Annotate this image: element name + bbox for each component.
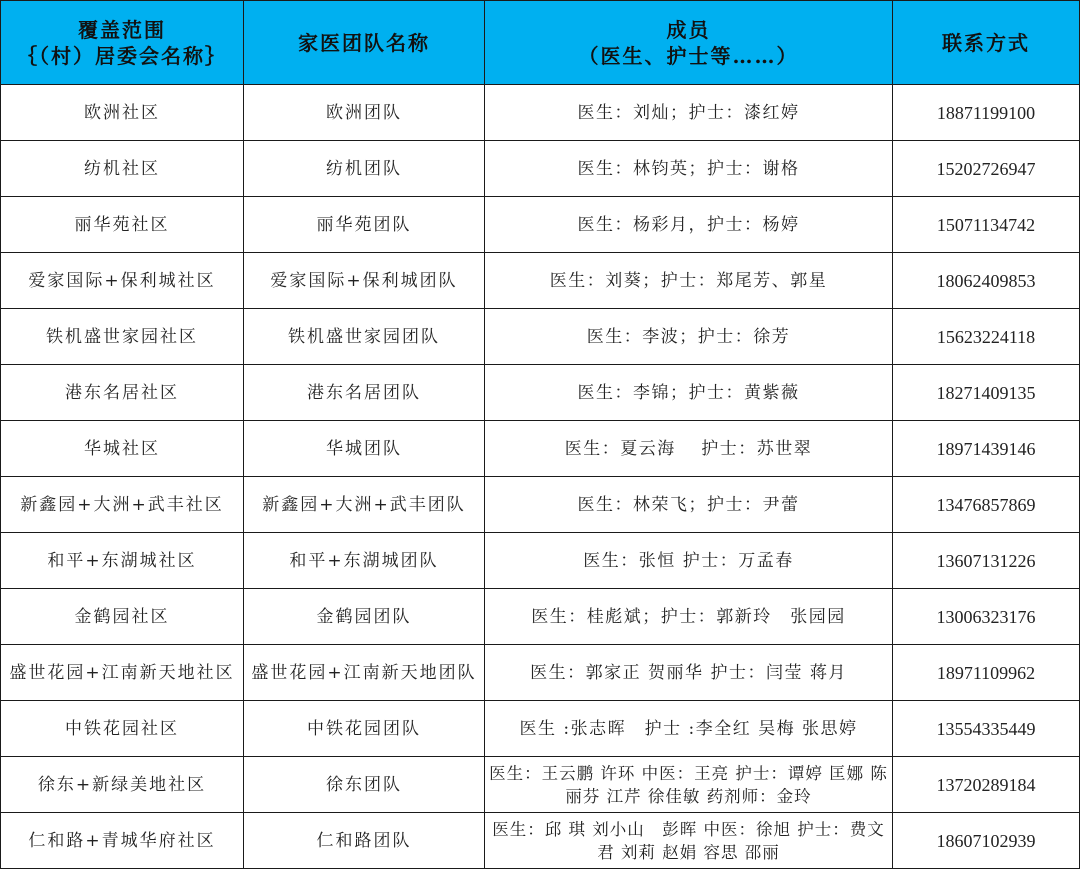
table-row bbox=[1, 645, 1080, 701]
members-cell: 医生：林荣飞；护士：尹蕾 bbox=[485, 477, 893, 533]
team-cell: 盛世花园+江南新天地团队 bbox=[244, 645, 485, 701]
members-cell: 医生：邱 琪 刘小山 彭晖 中医：徐旭 护士：费文君 刘莉 赵娟 容思 邵丽 bbox=[485, 813, 893, 869]
members-cell: 医生 :张志晖 护士 :李全红 吴梅 张思婷 bbox=[485, 701, 893, 757]
phone-cell: 18062409853 bbox=[893, 253, 1080, 309]
table-row bbox=[1, 421, 1080, 477]
team-cell: 铁机盛世家园团队 bbox=[244, 309, 485, 365]
header-contact: 联系方式 bbox=[893, 1, 1080, 85]
community-cell: 新鑫园+大洲+武丰社区 bbox=[1, 477, 244, 533]
team-cell: 欧洲团队 bbox=[244, 85, 485, 141]
header-coverage: 覆盖范围 ｛（村）居委会名称｝ bbox=[1, 1, 244, 85]
members-cell: 医生：刘灿；护士：漆红婷 bbox=[485, 85, 893, 141]
community-cell: 欧洲社区 bbox=[1, 85, 244, 141]
table-row bbox=[1, 589, 1080, 645]
members-cell: 医生：郭家正 贺丽华 护士：闫莹 蒋月 bbox=[485, 645, 893, 701]
team-cell: 中铁花园团队 bbox=[244, 701, 485, 757]
team-cell: 和平+东湖城团队 bbox=[244, 533, 485, 589]
table-row bbox=[1, 365, 1080, 421]
team-cell: 新鑫园+大洲+武丰团队 bbox=[244, 477, 485, 533]
team-cell: 爱家国际+保利城团队 bbox=[244, 253, 485, 309]
community-cell: 仁和路+青城华府社区 bbox=[1, 813, 244, 869]
community-cell: 港东名居社区 bbox=[1, 365, 244, 421]
table-row bbox=[1, 813, 1080, 869]
team-cell: 华城团队 bbox=[244, 421, 485, 477]
community-cell: 徐东+新绿美地社区 bbox=[1, 757, 244, 813]
members-cell: 医生：王云鹏 许环 中医：王亮 护士：谭婷 匡娜 陈丽芬 江芹 徐佳敏 药剂师：金玲 bbox=[485, 757, 893, 813]
table-body bbox=[1, 85, 1080, 869]
table-row bbox=[1, 85, 1080, 141]
table-row bbox=[1, 477, 1080, 533]
header-team-name: 家医团队名称 bbox=[244, 1, 485, 85]
phone-cell: 18971439146 bbox=[893, 421, 1080, 477]
table-row bbox=[1, 701, 1080, 757]
members-cell: 医生：杨彩月，护士：杨婷 bbox=[485, 197, 893, 253]
phone-cell: 18271409135 bbox=[893, 365, 1080, 421]
team-cell: 港东名居团队 bbox=[244, 365, 485, 421]
table-row bbox=[1, 309, 1080, 365]
community-cell: 丽华苑社区 bbox=[1, 197, 244, 253]
team-cell: 金鹤园团队 bbox=[244, 589, 485, 645]
phone-cell: 18871199100 bbox=[893, 85, 1080, 141]
community-cell: 和平+东湖城社区 bbox=[1, 533, 244, 589]
community-cell: 纺机社区 bbox=[1, 141, 244, 197]
table-row bbox=[1, 253, 1080, 309]
members-cell: 医生：刘葵；护士：郑尾芳、郭星 bbox=[485, 253, 893, 309]
community-cell: 中铁花园社区 bbox=[1, 701, 244, 757]
table-row bbox=[1, 197, 1080, 253]
team-cell: 纺机团队 bbox=[244, 141, 485, 197]
table-row bbox=[1, 533, 1080, 589]
members-cell: 医生：林钧英；护士：谢格 bbox=[485, 141, 893, 197]
phone-cell: 13720289184 bbox=[893, 757, 1080, 813]
phone-cell: 18607102939 bbox=[893, 813, 1080, 869]
members-cell: 医生：李锦；护士：黄紫薇 bbox=[485, 365, 893, 421]
community-cell: 金鹤园社区 bbox=[1, 589, 244, 645]
table-row bbox=[1, 757, 1080, 813]
phone-cell: 13607131226 bbox=[893, 533, 1080, 589]
team-cell: 徐东团队 bbox=[244, 757, 485, 813]
phone-cell: 18971109962 bbox=[893, 645, 1080, 701]
phone-cell: 15071134742 bbox=[893, 197, 1080, 253]
table-row bbox=[1, 141, 1080, 197]
phone-cell: 15623224118 bbox=[893, 309, 1080, 365]
members-cell: 医生：李波；护士：徐芳 bbox=[485, 309, 893, 365]
header-row bbox=[1, 1, 1080, 85]
phone-cell: 13554335449 bbox=[893, 701, 1080, 757]
community-cell: 盛世花园+江南新天地社区 bbox=[1, 645, 244, 701]
community-cell: 爱家国际+保利城社区 bbox=[1, 253, 244, 309]
header-members: 成员 （医生、护士等……） bbox=[485, 1, 893, 85]
members-cell: 医生：桂彪斌；护士：郭新玲 张园园 bbox=[485, 589, 893, 645]
phone-cell: 13006323176 bbox=[893, 589, 1080, 645]
members-cell: 医生：张恒 护士：万孟春 bbox=[485, 533, 893, 589]
phone-cell: 15202726947 bbox=[893, 141, 1080, 197]
phone-cell: 13476857869 bbox=[893, 477, 1080, 533]
table-header bbox=[1, 1, 1080, 85]
team-cell: 丽华苑团队 bbox=[244, 197, 485, 253]
members-cell: 医生：夏云海 护士：苏世翠 bbox=[485, 421, 893, 477]
community-cell: 铁机盛世家园社区 bbox=[1, 309, 244, 365]
community-cell: 华城社区 bbox=[1, 421, 244, 477]
team-cell: 仁和路团队 bbox=[244, 813, 485, 869]
